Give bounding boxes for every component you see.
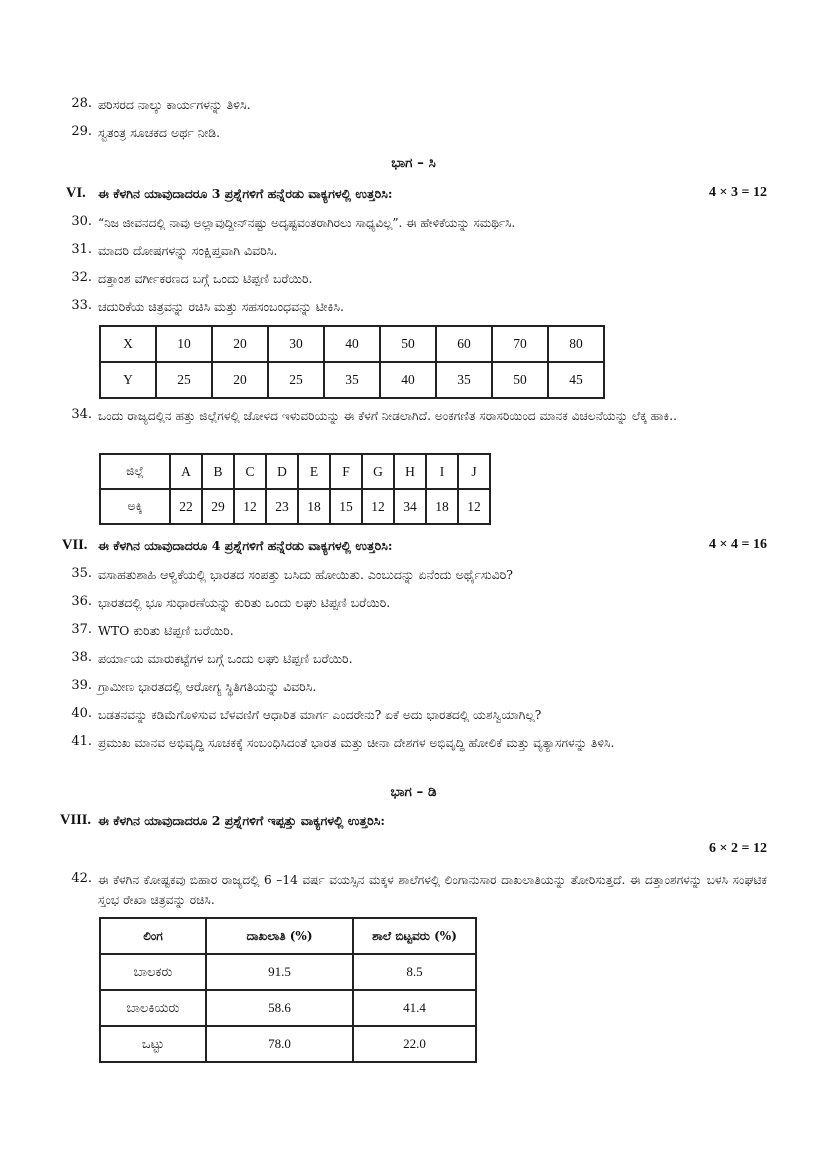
table-cell: 91.5 <box>206 954 353 990</box>
table-cell: 12 <box>362 489 394 524</box>
section-marks: 4 × 4 = 16 <box>709 537 767 552</box>
table-row <box>100 954 476 990</box>
table-cell: D <box>266 454 298 489</box>
table-cell: 12 <box>458 489 490 524</box>
question-number: 31. <box>71 242 92 257</box>
table-cell: 15 <box>330 489 362 524</box>
question-number: 33. <box>71 298 92 313</box>
table-cell: 41.4 <box>353 990 476 1026</box>
row-label: X <box>100 326 156 362</box>
question-text: ಈ ಕೆಳಗಿನ ಕೋಷ್ಟಕವು ಬಿಹಾರ ರಾಜ್ಯದಲ್ಲಿ 6 –14 ವರ್ಷ ವಯಸ್ಸಿನ ಮಕ್ಕಳ ಶಾಲೆಗಳಲ್ಲಿ ಲಿಂಗಾನುಸಾರ ದಾಖಲಾತಿಯನ್ನು ತೋರಿಸುತ್ತದೆ. ಈ ದತ್ತಾಂಶಗಳನ್ನು ಬಳಸಿ ಸಂಘಟಿಕ ಸ್ತಂಭ ರೇಖಾ ಚಿತ್ರವನ್ನು ರಚಿಸಿ. <box>98 873 767 907</box>
table-header-row <box>100 918 476 954</box>
table-cell: 8.5 <box>353 954 476 990</box>
question-number: 29. <box>71 124 92 139</box>
enrolment-table <box>99 917 477 1063</box>
table-cell: 25 <box>156 362 212 398</box>
table-cell: 34 <box>394 489 426 524</box>
table-cell: ಬಾಲಕಿಯರು <box>100 990 206 1026</box>
question-number: 32. <box>71 270 92 285</box>
table-cell: G <box>362 454 394 489</box>
table-cell: 45 <box>548 362 604 398</box>
question-number: 42. <box>71 871 92 886</box>
table-cell: 70 <box>492 326 548 362</box>
part-title: ಭಾಗ – ಸಿ <box>391 155 436 171</box>
table-cell: 40 <box>380 362 436 398</box>
district-yield-table <box>99 453 491 525</box>
table-cell: J <box>458 454 490 489</box>
table-cell: 30 <box>268 326 324 362</box>
section-instruction: ಈ ಕೆಳಗಿನ ಯಾವುದಾದರೂ 2 ಪ್ರಶ್ನೆಗಳಿಗೆ ಇಪ್ಪತ್ತು ವಾಕ್ಯಗಳಲ್ಲಿ ಉತ್ತರಿಸಿ: <box>98 813 385 828</box>
table-row <box>100 1026 476 1062</box>
table-cell: C <box>234 454 266 489</box>
table-cell: 50 <box>380 326 436 362</box>
question-text: ಮಾದರಿ ದೋಷಗಳನ್ನು ಸಂಕ್ಷಿಪ್ತವಾಗಿ ವಿವರಿಸಿ. <box>98 243 278 258</box>
table-row <box>100 489 490 524</box>
table-cell: 20 <box>212 326 268 362</box>
question-number: 41. <box>71 734 92 749</box>
question-text: ಗ್ರಾಮೀಣ ಭಾರತದಲ್ಲಿ ಆರೋಗ್ಯ ಸ್ಥಿತಿಗತಿಯನ್ನು ವಿವರಿಸಿ. <box>98 679 317 694</box>
column-header: ದಾಖಲಾತಿ (%) <box>206 918 353 954</box>
question-number: 40. <box>71 706 92 721</box>
table-row <box>100 990 476 1026</box>
row-label: Y <box>100 362 156 398</box>
table-row <box>100 362 604 398</box>
table-cell: 12 <box>234 489 266 524</box>
question-number: 37. <box>71 622 92 637</box>
xy-data-table <box>99 325 605 399</box>
question-text: “ನಿಜ ಜೀವನದಲ್ಲಿ ನಾವು ಅಲ್ಲಾವುದ್ದೀನ್‌ನಷ್ಟು ಅದೃಷ್ಟವಂತರಾಗಿರಲು ಸಾಧ್ಯವಿಲ್ಲ”. ಈ ಹೇಳಿಕೆಯನ್ನು ಸಮರ್ಥಿಸಿ. <box>98 216 516 230</box>
section-number: VIII. <box>60 812 92 828</box>
table-cell: 60 <box>436 326 492 362</box>
question-text: WTO ಕುರಿತು ಟಿಪ್ಪಣಿ ಬರೆಯಿರಿ. <box>98 623 234 638</box>
table-cell: F <box>330 454 362 489</box>
table-cell: 20 <box>212 362 268 398</box>
table-cell: B <box>202 454 234 489</box>
table-cell: 25 <box>268 362 324 398</box>
section-marks: 6 × 2 = 12 <box>709 841 767 856</box>
question-number: 39. <box>71 678 92 693</box>
table-cell: ಒಟ್ಟು <box>100 1026 206 1062</box>
section-instruction: ಈ ಕೆಳಗಿನ ಯಾವುದಾದರೂ 4 ಪ್ರಶ್ನೆಗಳಿಗೆ ಹನ್ನೆರಡು ವಾಕ್ಯಗಳಲ್ಲಿ ಉತ್ತರಿಸಿ: <box>98 538 393 553</box>
part-title: ಭಾಗ – ಡಿ <box>390 784 437 800</box>
table-cell: E <box>298 454 330 489</box>
table-cell: 58.6 <box>206 990 353 1026</box>
row-label: ಅಕ್ಕಿ <box>100 489 170 524</box>
question-text: ವಸಾಹತುಶಾಹಿ ಆಳ್ವಿಕೆಯಲ್ಲಿ ಭಾರತದ ಸಂಪತ್ತು ಬಸಿದು ಹೋಯಿತು. ಎಂಬುದನ್ನು ಏನೆಂದು ಅರ್ಥೈಸುವಿರಿ? <box>98 567 513 582</box>
table-cell: 78.0 <box>206 1026 353 1062</box>
row-label: ಜಿಲ್ಲೆ <box>100 454 170 489</box>
table-cell: 22.0 <box>353 1026 476 1062</box>
table-cell: 10 <box>156 326 212 362</box>
table-cell: 22 <box>170 489 202 524</box>
question-number: 35. <box>71 566 92 581</box>
question-text: ಪರ್ಯಾಯ ಮಾರುಕಟ್ಟೆಗಳ ಬಗ್ಗೆ ಒಂದು ಲಘು ಟಿಪ್ಪಣಿ ಬರೆಯಿರಿ. <box>98 651 353 666</box>
question-text: ಭಾರತದಲ್ಲಿ ಭೂ ಸುಧಾರಣೆಯನ್ನು ಕುರಿತು ಒಂದು ಲಘು ಟಿಪ್ಪಣಿ ಬರೆಯಿರಿ. <box>98 595 391 610</box>
question-text: ಚದುರಿಕೆಯ ಚಿತ್ರವನ್ನು ರಚಿಸಿ ಮತ್ತು ಸಹಸಂಬಂಧವನ್ನು ಟೀಕಿಸಿ. <box>98 299 344 314</box>
table-cell: 80 <box>548 326 604 362</box>
table-cell: 40 <box>324 326 380 362</box>
question-number: 36. <box>71 594 92 609</box>
question-text: ಪ್ರಮುಖ ಮಾನವ ಅಭಿವೃದ್ಧಿ ಸೂಚಕಕ್ಕೆ ಸಂಬಂಧಿಸಿದಂತೆ ಭಾರತ ಮತ್ತು ಚೀನಾ ದೇಶಗಳ ಅಭಿವೃದ್ಧಿ ಹೋಲಿಕೆ ಮತ್ತು ವ್ಯತ್ಯಾಸಗಳನ್ನು ತಿಳಿಸಿ. <box>98 736 615 750</box>
question-number: 28. <box>71 96 92 111</box>
table-cell: 23 <box>266 489 298 524</box>
table-cell: 35 <box>436 362 492 398</box>
question-text: ದತ್ತಾಂಶ ವರ್ಗೀಕರಣದ ಬಗ್ಗೆ ಒಂದು ಟಿಪ್ಪಣಿ ಬರೆಯಿರಿ. <box>98 271 313 286</box>
table-row <box>100 326 604 362</box>
table-row <box>100 454 490 489</box>
question-text: ಬಡತನವನ್ನು ಕಡಿಮೆಗೊಳಿಸುವ ಬೆಳವಣಿಗೆ ಆಧಾರಿತ ಮಾರ್ಗ ಎಂದರೇನು? ಏಕೆ ಅದು ಭಾರತದಲ್ಲಿ ಯಶಸ್ವಿಯಾಗಿಲ್ಲ? <box>98 708 542 722</box>
section-marks: 4 × 3 = 12 <box>709 185 767 200</box>
section-number: VII. <box>62 537 88 553</box>
question-number: 38. <box>71 650 92 665</box>
question-text: ಪರಿಸರದ ನಾಲ್ಕು ಕಾರ್ಯಗಳನ್ನು ತಿಳಿಸಿ. <box>98 97 251 112</box>
column-header: ಶಾಲೆ ಬಿಟ್ಟವರು (%) <box>353 918 476 954</box>
table-cell: ಬಾಲಕರು <box>100 954 206 990</box>
table-cell: 18 <box>426 489 458 524</box>
table-cell: A <box>170 454 202 489</box>
section-instruction: ಈ ಕೆಳಗಿನ ಯಾವುದಾದರೂ 3 ಪ್ರಶ್ನೆಗಳಿಗೆ ಹನ್ನೆರಡು ವಾಕ್ಯಗಳಲ್ಲಿ ಉತ್ತರಿಸಿ: <box>98 186 393 201</box>
table-cell: 50 <box>492 362 548 398</box>
table-cell: I <box>426 454 458 489</box>
question-text: ಒಂದು ರಾಜ್ಯದಲ್ಲಿನ ಹತ್ತು ಜಿಲ್ಲೆಗಳಲ್ಲಿ ಜೋಳದ ಇಳುವರಿಯನ್ನು ಈ ಕೆಳಗೆ ನೀಡಲಾಗಿದೆ. ಅಂಕಗಣಿತ ಸರಾಸರಿಯಿಂದ ಮಾನಕ ವಿಚಲನೆಯನ್ನು ಲೆಕ್ಕ ಹಾಕಿ.. <box>98 409 677 423</box>
section-number: VI. <box>66 185 86 201</box>
question-text: ಸ್ವತಂತ್ರ ಸೂಚಕದ ಅರ್ಥ ನೀಡಿ. <box>98 125 221 140</box>
table-cell: 18 <box>298 489 330 524</box>
table-cell: H <box>394 454 426 489</box>
question-number: 34. <box>71 407 92 422</box>
table-cell: 29 <box>202 489 234 524</box>
column-header: ಲಿಂಗ <box>100 918 206 954</box>
question-number: 30. <box>71 214 92 229</box>
table-cell: 35 <box>324 362 380 398</box>
